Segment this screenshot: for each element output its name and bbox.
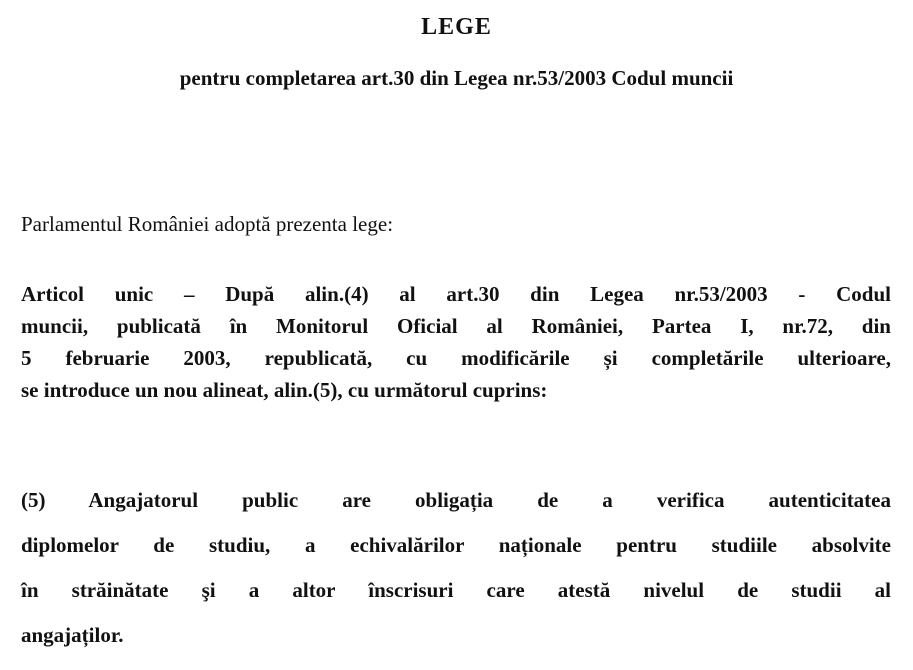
article-line: 5 februarie 2003, republicată, cu modificările și completările ulterioare, (21, 346, 891, 370)
article-line: se introduce un nou alineat, alin.(5), cu următorul cuprins: (21, 378, 548, 402)
article-paragraph (21, 278, 891, 406)
law-title: LEGE (421, 14, 492, 40)
article-line: muncii, publicată în Monitorul Oficial al României, Partea I, nr.72, din (21, 314, 891, 338)
amendment-line: diplomelor de studiu, a echivalărilor naționale pentru studiile absolvite (21, 533, 891, 557)
amendment-line: în străinătate şi a altor înscrisuri care atestă nivelul de studii al (21, 578, 891, 602)
law-subtitle: pentru completarea art.30 din Legea nr.53/2003 Codul muncii (179, 66, 734, 90)
article-line: Articol unic – După alin.(4) al art.30 din Legea nr.53/2003 - Codul (21, 282, 891, 306)
preamble-text: Parlamentul României adoptă prezenta lege: (21, 212, 394, 236)
amendment-line: angajaților. (21, 623, 124, 647)
amendment-paragraph (21, 478, 891, 658)
amendment-line: (5) Angajatorul public are obligația de a verifica autenticitatea (21, 488, 891, 512)
